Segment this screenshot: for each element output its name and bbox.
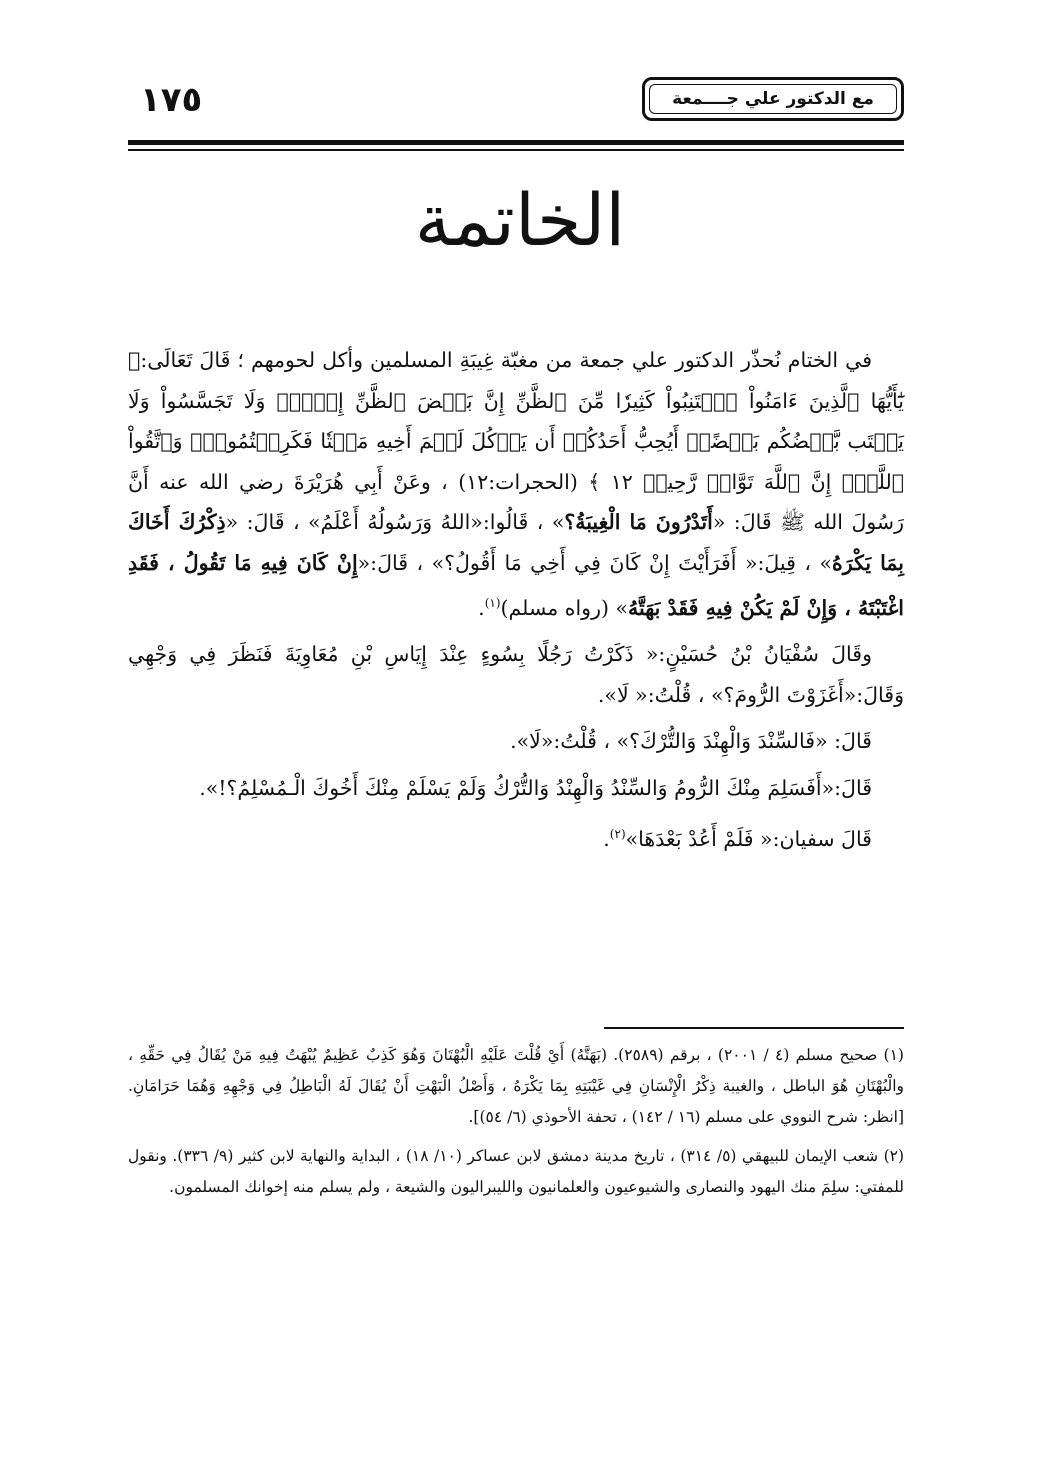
chapter-title: الخاتمة bbox=[414, 178, 626, 262]
hadith-question: أَتَدْرُونَ مَا الْغِيبَةُ؟ bbox=[564, 510, 713, 534]
paragraph-4: قَالَ:«أَفَسَلِمَ مِنْكَ الرُّومُ وَالسِّنْدُ وَالْهِنْدُ وَالتُّرْكُ وَلَمْ يَسْلَمْ مِنْكَ أَخُوكَ الْـمُسْلِمُ؟!». bbox=[199, 775, 872, 800]
footnote-1: (١) صحيح مسلم (٤ / ٢٠٠١) ، برقم (٢٥٨٩). (بَهَتَّهُ) أَيْ قُلْتَ عَلَيْهِ الْبُهْتَانَ وَهُوَ كَذِبٌ عَظِيمٌ يُبْهَتُ فِيهِ مَنْ يُقَالُ فِي حَقِّهِ ، والْبُهْتَانِ هُوَ الباطل ، والغيبة ذِكْرُ الْإِنْسَانِ فِي غَيْبَتِهِ بِمَا يَكْرَهُ ، وَأَصْلُ الْبَهْتِ أَنْ يُقَالَ لَهُ الْبَاطِلُ فِي وَجْهِهِ وَهُمَا حَرَامَانِ. [انظر: شرح النووي على مسلم (١٦ / ١٤٢) ، تحفة الأحوذي (٦/ ٥٤)]. bbox=[128, 1046, 904, 1126]
footnote-2: (٢) شعب الإيمان للبيهقي (٥/ ٣١٤) ، تاريخ مدينة دمشق لابن عساكر (١٠/ ١٨) ، البداية والنهاية لابن كثير (٩/ ٣٣٦). ونقول للمفتي: سلِمَ منك اليهود والنصارى والشيوعيون والعلمانيون والليبراليون والشيعة ، ولم يسلم منه إخوانك المسلمون. bbox=[128, 1147, 905, 1196]
paragraph-3: قَالَ: «فَالسِّنْدَ وَالْهِنْدَ وَالتُّرْكَ؟» ، قُلْتُ:«لَا». bbox=[510, 729, 872, 754]
footnote-ref-2[interactable]: (٢) bbox=[609, 827, 626, 842]
paragraph-5-end: . bbox=[603, 827, 610, 852]
book-title: مع الدكتور علي جــــمعة bbox=[649, 84, 897, 114]
paragraph-1-intro: في الختام نُحذّر الدكتور علي جمعة من مغبّة غِيبَةِ المسلمين وأكل لحومهم ؛ قَالَ تَعَالَى: bbox=[140, 348, 872, 372]
page-number: ١٧٥ bbox=[140, 80, 203, 120]
verse-source: (الحجرات:١٢) ، وعَنْ أَبِي هُرَيْرَةَ رضي الله عنه أَنَّ رَسُولَ الله ﷺ قَالَ: « bbox=[128, 469, 905, 534]
footnote-separator bbox=[604, 1027, 904, 1029]
paragraph-1-end: . bbox=[478, 595, 485, 620]
body-text bbox=[128, 340, 904, 866]
paragraph-5-text: قَالَ سفيان:« فَلَمْ أَعُدْ بَعْدَهَا» bbox=[625, 827, 872, 852]
paragraph-5 bbox=[128, 814, 904, 859]
hadith-answer-1: ذِكْرُكَ أَخَاكَ بِمَا يَكْرَهُ bbox=[128, 510, 904, 575]
paragraph-1 bbox=[128, 340, 904, 628]
page-header bbox=[128, 74, 904, 144]
header-rule-thick bbox=[128, 140, 904, 145]
footnotes bbox=[128, 1040, 904, 1211]
hadith-text-2: » ، قِيلَ:« أَفَرَأَيْتَ إِنْ كَانَ فِي أَخِي مَا أَقُولُ؟» ، قَالَ:« bbox=[357, 550, 833, 575]
hadith-text-3: » (رواه مسلم) bbox=[500, 595, 629, 620]
footnote-ref-1[interactable]: (١) bbox=[484, 596, 501, 610]
header-rule-thin bbox=[128, 149, 904, 151]
book-title-frame bbox=[642, 77, 904, 121]
quran-verse: ﴿ يَٰٓأَيُّهَا ٱلَّذِينَ ءَامَنُواْ ٱجۡتَنِبُواْ كَثِيرٗا مِّنَ ٱلظَّنِّ إِنَّ بَعۡضَ ٱلظَّنِّ إِثۡمٞۖ وَلَا تَجَسَّسُواْ وَلَا يَغۡتَب بَّعۡضُكُم بَعۡضًاۚ أَيُحِبُّ أَحَدُكُمۡ أَن يَأۡكُلَ لَحۡمَ أَخِيهِ مَيۡتٗا فَكَرِهۡتُمُوهُۚ وَٱتَّقُواْ ٱللَّهَۚ إِنَّ ٱللَّهَ تَوَّابٞ رَّحِيمٞ ١٢ ﴾ bbox=[128, 348, 904, 494]
hadith-answer-2: إِنْ كَانَ فِيهِ مَا تَقُولُ ، فَقَدِ اغْتَبْتَهُ ، وَإِنْ لَمْ يَكُنْ فِيهِ فَقَدْ بَهَتَّهُ bbox=[128, 550, 904, 620]
hadith-text-1: » ، قَالُوا:«اللهُ وَرَسُولُهُ أَعْلَمُ» ، قَالَ: « bbox=[225, 510, 565, 534]
paragraph-2: وقَالَ سُفْيَانُ بْنُ حُسَيْنٍ:« ذَكَرْتُ رَجُلًا بِسُوءٍ عِنْدَ إِيَاسِ بْنِ مُعَاوِيَةَ فَنَظَرَ فِي وَجْهِي وَقَالَ:«أَغَزَوْتَ الرُّومَ؟» ، قُلْتُ:« لَا». bbox=[128, 642, 904, 707]
